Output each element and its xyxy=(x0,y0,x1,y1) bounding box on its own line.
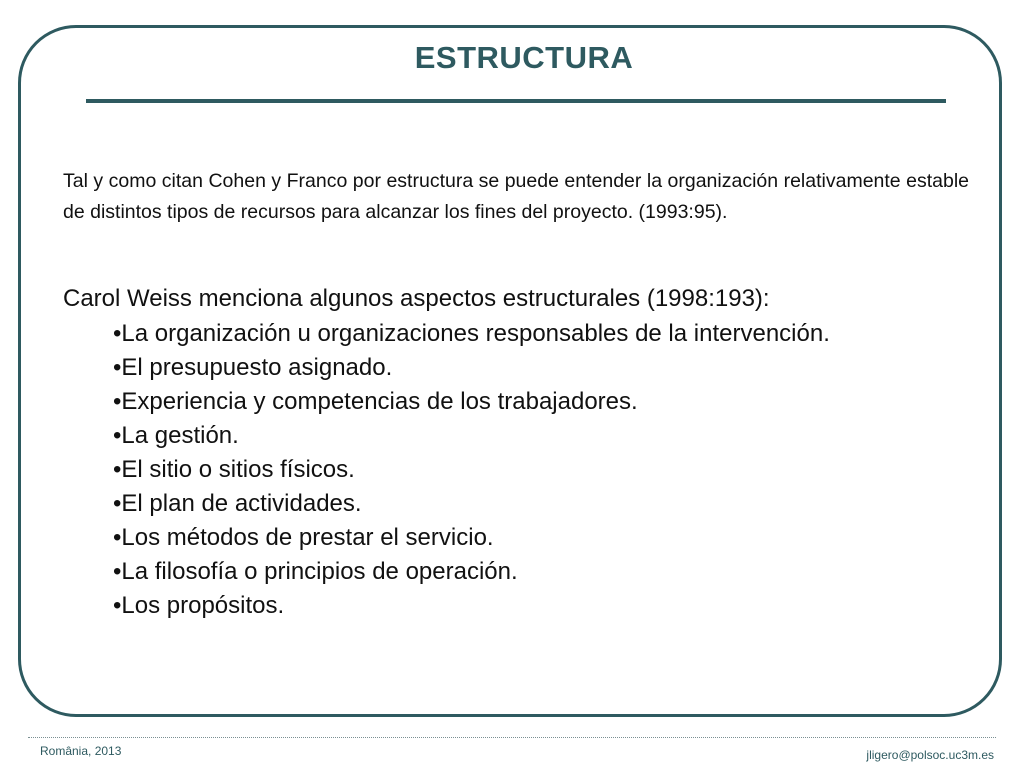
footer-location-date: România, 2013 xyxy=(40,744,122,758)
footer-divider xyxy=(28,737,996,738)
title-underline xyxy=(86,99,946,103)
intro-paragraph: Tal y como citan Cohen y Franco por estructura se puede entender la organización relativamente estable de distintos tipos de recursos para alcanzar los fines del proyecto. (1993:95). xyxy=(63,170,969,223)
list-item: •La gestión. xyxy=(113,422,239,449)
list-item: •El presupuesto asignado. xyxy=(113,354,393,381)
list-item: •La filosofía o principios de operación. xyxy=(113,558,518,585)
list-item: •Experiencia y competencias de los trabajadores. xyxy=(113,388,638,415)
list-item: •El sitio o sitios físicos. xyxy=(113,456,355,483)
list-item: •Los métodos de prestar el servicio. xyxy=(113,524,494,551)
lead-paragraph: Carol Weiss menciona algunos aspectos estructurales (1998:193): xyxy=(63,285,770,312)
list-item: •Los propósitos. xyxy=(113,592,285,619)
list-item: •El plan de actividades. xyxy=(113,490,362,517)
footer-email: jligero@polsoc.uc3m.es xyxy=(866,748,994,762)
aspects-list xyxy=(113,317,953,623)
list-item: •La organización u organizaciones responsables de la intervención. xyxy=(113,320,830,347)
slide-title: ESTRUCTURA xyxy=(414,40,634,75)
